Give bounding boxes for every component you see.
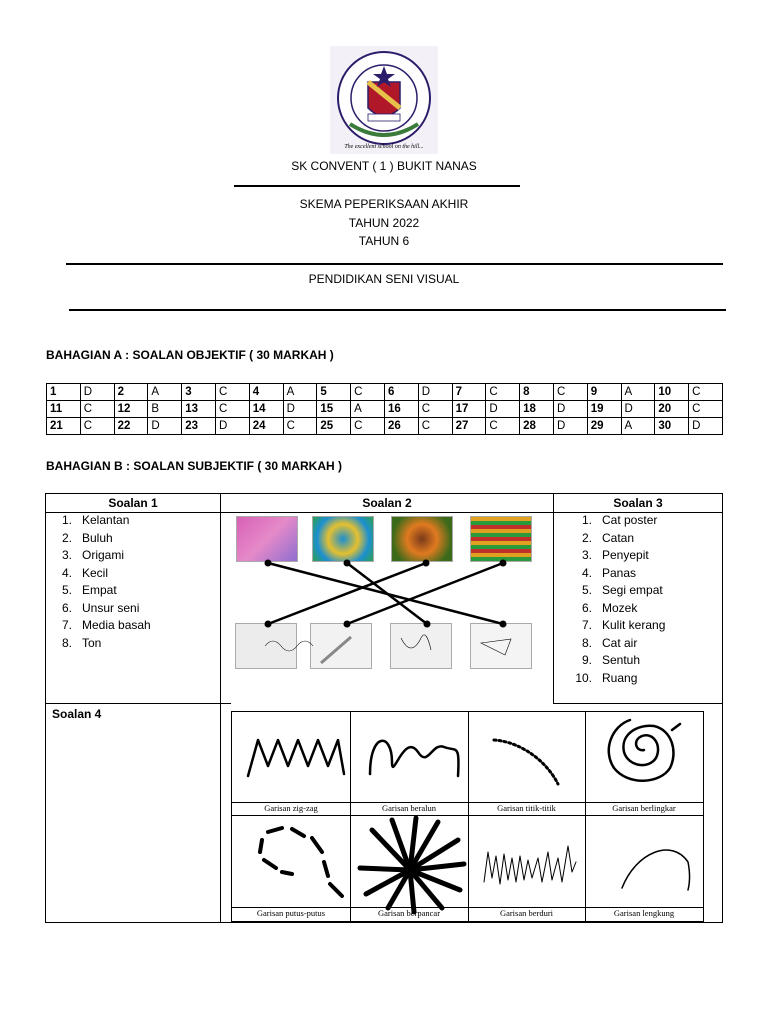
- answer-letter: A: [621, 418, 655, 435]
- line-types-grid: [231, 711, 704, 922]
- question-number: 11: [47, 401, 81, 418]
- school-name: SK CONVENT ( 1 ) BUKIT NANAS: [291, 159, 477, 173]
- spiral-line: [609, 720, 680, 781]
- list-item: [44, 635, 151, 653]
- answer-letter: D: [553, 418, 587, 435]
- q1-answer-list: [44, 512, 151, 652]
- subject-title: PENDIDIKAN SENI VISUAL: [308, 272, 460, 286]
- line-type-caption: Garisan berduri: [468, 907, 585, 920]
- answer-letter: C: [351, 418, 385, 435]
- list-item-text: Kecil: [82, 565, 109, 580]
- list-item: [564, 565, 665, 583]
- question-number: 28: [520, 418, 554, 435]
- list-item: [44, 617, 151, 635]
- line-drawings: [232, 712, 703, 921]
- list-number: 6.: [61, 600, 72, 615]
- answer-letter: A: [621, 384, 655, 401]
- list-item: [564, 652, 665, 670]
- line-type-caption: Garisan putus-putus: [232, 907, 350, 920]
- wavy-line: [370, 741, 458, 776]
- list-item: [44, 530, 151, 548]
- line-type-caption: Garisan lengkung: [585, 907, 703, 920]
- divider: [553, 703, 722, 704]
- dotted-line: [494, 740, 558, 784]
- question-number: 22: [114, 418, 148, 435]
- list-number: 1.: [581, 513, 592, 527]
- question-number: 13: [182, 401, 216, 418]
- list-item-text: Ruang: [602, 670, 638, 685]
- list-number: 6.: [581, 600, 592, 615]
- answer-letter: C: [80, 418, 114, 435]
- question-number: 18: [520, 401, 554, 418]
- answer-letter: C: [689, 401, 723, 418]
- question-number: 24: [249, 418, 283, 435]
- list-item-text: Origami: [82, 548, 125, 562]
- question-number: 5: [317, 384, 351, 401]
- radiating-line: [360, 818, 464, 912]
- list-item: [564, 512, 665, 530]
- matching-lines: [221, 513, 553, 703]
- answer-letter: C: [689, 384, 723, 401]
- question-number: 1: [47, 384, 81, 401]
- question-number: 10: [655, 384, 689, 401]
- line-type-caption: Garisan beralun: [350, 802, 468, 815]
- zigzag-line: [248, 740, 344, 776]
- answer-letter: A: [283, 384, 317, 401]
- question-number: 27: [452, 418, 486, 435]
- question-number: 16: [384, 401, 418, 418]
- list-number: 8.: [581, 635, 592, 650]
- list-number: 3.: [581, 548, 592, 562]
- answer-letter: D: [486, 401, 520, 418]
- answer-row: [47, 418, 723, 435]
- list-number: 3.: [61, 548, 72, 562]
- list-item-text: Cat poster: [602, 513, 658, 527]
- list-item-text: Penyepit: [602, 548, 649, 562]
- answer-letter: D: [689, 418, 723, 435]
- line-type-caption: Garisan berlingkar: [585, 802, 703, 815]
- section-b-title: BAHAGIAN B : SOALAN SUBJEKTIF ( 30 MARKAH ): [46, 459, 343, 473]
- list-item: [564, 617, 665, 635]
- list-item-text: Catan: [602, 530, 635, 545]
- section-a-title: BAHAGIAN A : SOALAN OBJEKTIF ( 30 MARKAH ): [46, 348, 334, 362]
- list-item-text: Mozek: [602, 600, 638, 615]
- question-number: 12: [114, 401, 148, 418]
- answer-letter: A: [351, 401, 385, 418]
- list-item-text: Sentuh: [602, 653, 641, 667]
- question-number: 7: [452, 384, 486, 401]
- question-number: 30: [655, 418, 689, 435]
- thorny-line: [484, 846, 576, 884]
- q3-title: Soalan 3: [613, 496, 663, 510]
- answer-letter: C: [553, 384, 587, 401]
- q4-title: Soalan 4: [52, 707, 102, 721]
- answer-letter: D: [148, 418, 182, 435]
- answer-letter: C: [80, 401, 114, 418]
- list-item: [564, 582, 665, 600]
- divider: [69, 309, 726, 311]
- question-number: 23: [182, 418, 216, 435]
- list-number: 8.: [61, 635, 72, 650]
- question-number: 6: [384, 384, 418, 401]
- question-number: 20: [655, 401, 689, 418]
- list-number: 1.: [61, 513, 72, 527]
- answer-letter: C: [283, 418, 317, 435]
- list-item: [564, 547, 665, 565]
- list-item: [44, 547, 151, 565]
- answer-row: [47, 384, 723, 401]
- list-item: [564, 530, 665, 548]
- answer-letter: C: [215, 401, 249, 418]
- answer-letter: D: [80, 384, 114, 401]
- divider: [46, 703, 231, 704]
- question-number: 8: [520, 384, 554, 401]
- divider: [553, 493, 554, 703]
- answer-letter: B: [148, 401, 182, 418]
- list-number: 5.: [581, 583, 592, 597]
- divider: [66, 263, 723, 265]
- list-item: [564, 600, 665, 618]
- list-number: 4.: [61, 565, 72, 580]
- q3-answer-list: [564, 512, 665, 687]
- broken-line: [260, 828, 342, 896]
- list-number: 2.: [61, 530, 72, 545]
- answer-letter: A: [148, 384, 182, 401]
- logo-motto: The excellent school on the hill...: [344, 144, 424, 150]
- question-number: 29: [587, 418, 621, 435]
- answer-letter: D: [283, 401, 317, 418]
- list-item-text: Kelantan: [82, 513, 130, 527]
- question-number: 3: [182, 384, 216, 401]
- exam-year: TAHUN 2022: [348, 216, 420, 230]
- list-number: 7.: [581, 618, 592, 632]
- line-type-caption: Garisan zig-zag: [232, 802, 350, 815]
- answer-row: [47, 401, 723, 418]
- question-number: 4: [249, 384, 283, 401]
- q2-title: Soalan 2: [362, 496, 412, 510]
- list-item-text: Empat: [82, 583, 117, 597]
- list-item-text: Ton: [82, 635, 102, 650]
- list-item-text: Buluh: [82, 530, 113, 545]
- list-item: [44, 512, 151, 530]
- curved-line: [622, 850, 690, 890]
- list-item-text: Media basah: [82, 618, 151, 632]
- question-number: 9: [587, 384, 621, 401]
- list-number: 5.: [61, 583, 72, 597]
- line-type-caption: Garisan titik-titik: [468, 802, 585, 815]
- question-number: 15: [317, 401, 351, 418]
- objective-answer-table: [46, 383, 723, 435]
- question-number: 2: [114, 384, 148, 401]
- answer-letter: C: [418, 401, 452, 418]
- answer-letter: C: [486, 384, 520, 401]
- list-number: 9.: [581, 653, 592, 667]
- question-number: 19: [587, 401, 621, 418]
- list-number: 10.: [575, 670, 592, 685]
- answer-letter: D: [621, 401, 655, 418]
- list-item-text: Segi empat: [602, 583, 663, 597]
- answer-letter: C: [486, 418, 520, 435]
- question-number: 25: [317, 418, 351, 435]
- line-type-caption: Garisan berpancar: [350, 907, 468, 920]
- list-item: [564, 670, 665, 688]
- scheme-title: SKEMA PEPERIKSAAN AKHIR: [299, 197, 469, 211]
- list-item-text: Cat air: [602, 635, 638, 650]
- question-number: 26: [384, 418, 418, 435]
- list-item-text: Panas: [602, 565, 637, 580]
- answer-letter: D: [215, 418, 249, 435]
- answer-letter: C: [215, 384, 249, 401]
- divider: [234, 185, 520, 187]
- question-number: 17: [452, 401, 486, 418]
- list-item: [44, 582, 151, 600]
- list-item: [564, 635, 665, 653]
- answer-letter: C: [351, 384, 385, 401]
- answer-letter: D: [553, 401, 587, 418]
- grade-level: TAHUN 6: [358, 234, 410, 248]
- list-number: 7.: [61, 618, 72, 632]
- answer-letter: D: [418, 384, 452, 401]
- list-number: 4.: [581, 565, 592, 580]
- list-item: [44, 565, 151, 583]
- list-item: [44, 600, 151, 618]
- q1-title: Soalan 1: [108, 496, 158, 510]
- list-item-text: Kulit kerang: [602, 618, 666, 632]
- question-number: 21: [47, 418, 81, 435]
- question-number: 14: [249, 401, 283, 418]
- answer-letter: C: [418, 418, 452, 435]
- list-number: 2.: [581, 530, 592, 545]
- school-logo: [330, 46, 438, 154]
- list-item-text: Unsur seni: [82, 600, 140, 615]
